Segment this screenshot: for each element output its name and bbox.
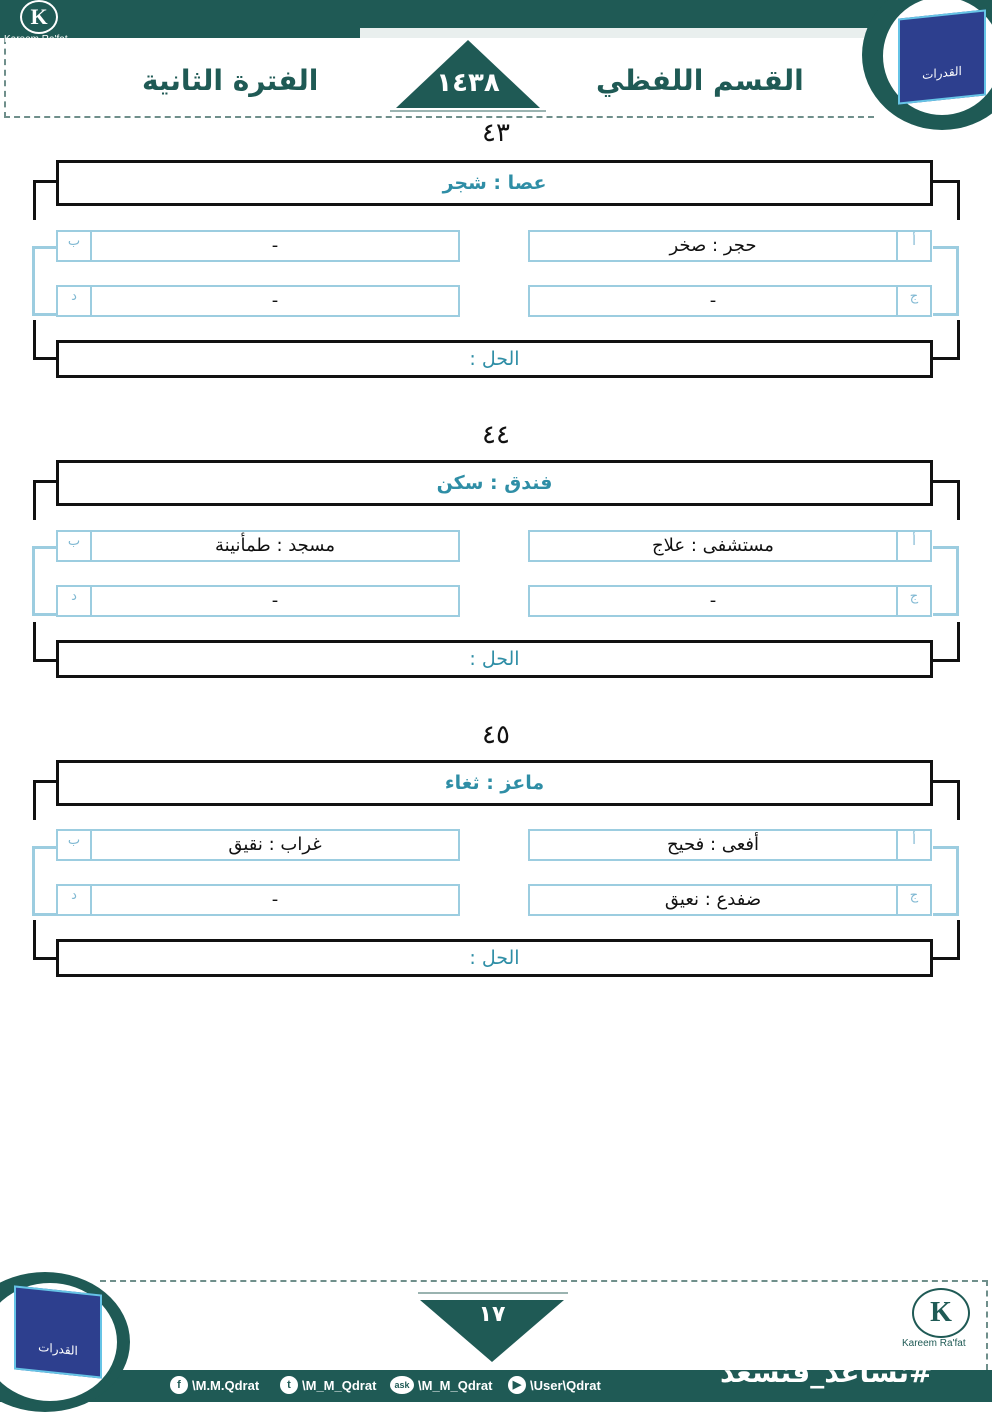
period-title: الفترة الثانية	[142, 64, 319, 97]
right-option-bracket	[933, 246, 959, 316]
option-letter-c: ج	[896, 285, 932, 317]
header-band	[0, 0, 900, 38]
question-number: ٤٤	[482, 420, 510, 450]
option-c[interactable]: ضفدع : نعيق	[528, 884, 898, 916]
facebook-icon: f	[170, 1376, 188, 1394]
question-stem: فندق : سكن	[56, 460, 933, 506]
option-c[interactable]: -	[528, 285, 898, 317]
youtube-handle: \User\Qdrat	[530, 1377, 601, 1393]
option-letter-b: ب	[56, 829, 92, 861]
right-option-bracket	[933, 846, 959, 916]
option-b[interactable]: -	[90, 230, 460, 262]
twitter-handle: \M_M_Qdrat	[302, 1377, 377, 1393]
year-label: ١٤٣٨	[436, 68, 500, 98]
option-a[interactable]: أفعى : فحيح	[528, 829, 898, 861]
left-option-bracket	[32, 846, 58, 916]
ask-icon: ask	[390, 1376, 414, 1394]
option-letter-d: د	[56, 585, 92, 617]
option-letter-b: ب	[56, 230, 92, 262]
ask-link[interactable]	[390, 1376, 492, 1394]
option-d[interactable]: -	[90, 285, 460, 317]
twitter-link[interactable]	[280, 1376, 376, 1394]
option-letter-c: ج	[896, 884, 932, 916]
left-option-bracket	[32, 546, 58, 616]
option-c[interactable]: -	[528, 585, 898, 617]
option-letter-a: أ	[896, 530, 932, 562]
option-letter-a: أ	[896, 230, 932, 262]
k-logo-icon: K	[20, 0, 58, 34]
option-b[interactable]: غراب : نقيق	[90, 829, 460, 861]
brand-caption: Kareem Ra'fat	[4, 34, 68, 45]
twitter-icon: t	[280, 1376, 298, 1394]
question-number: ٤٣	[482, 118, 510, 148]
option-b[interactable]: مسجد : طمأنينة	[90, 530, 460, 562]
brand-caption: Kareem Ra'fat	[902, 1338, 966, 1349]
youtube-icon: ▶	[508, 1376, 526, 1394]
hashtag: #نساعد_فنسعد	[720, 1356, 933, 1389]
footer-divider	[418, 1292, 568, 1294]
option-d[interactable]: -	[90, 884, 460, 916]
option-letter-a: أ	[896, 829, 932, 861]
book-logo-icon: القدرات	[14, 1285, 102, 1378]
question-stem: ماعز : ثغاء	[56, 760, 933, 806]
option-letter-b: ب	[56, 530, 92, 562]
section-title: القسم اللفظي	[596, 64, 804, 97]
option-d[interactable]: -	[90, 585, 460, 617]
solution-box[interactable]: الحل :	[56, 640, 933, 678]
facebook-handle: \M.M.Qdrat	[192, 1377, 260, 1393]
header-divider	[390, 110, 546, 112]
facebook-link[interactable]	[170, 1376, 259, 1394]
youtube-link[interactable]	[508, 1376, 601, 1394]
option-letter-c: ج	[896, 585, 932, 617]
question-stem: عصا : شجر	[56, 160, 933, 206]
option-a[interactable]: مستشفى : علاج	[528, 530, 898, 562]
question-number: ٤٥	[482, 720, 510, 750]
solution-box[interactable]: الحل :	[56, 340, 933, 378]
solution-box[interactable]: الحل :	[56, 939, 933, 977]
left-option-bracket	[32, 246, 58, 316]
book-logo-icon: القدرات	[898, 9, 986, 104]
k-logo-icon: K	[912, 1288, 970, 1338]
right-option-bracket	[933, 546, 959, 616]
option-letter-d: د	[56, 884, 92, 916]
ask-handle: \M_M_Qdrat	[418, 1377, 493, 1393]
page-number: ١٧	[478, 1302, 506, 1327]
option-letter-d: د	[56, 285, 92, 317]
option-a[interactable]: حجر : صخر	[528, 230, 898, 262]
